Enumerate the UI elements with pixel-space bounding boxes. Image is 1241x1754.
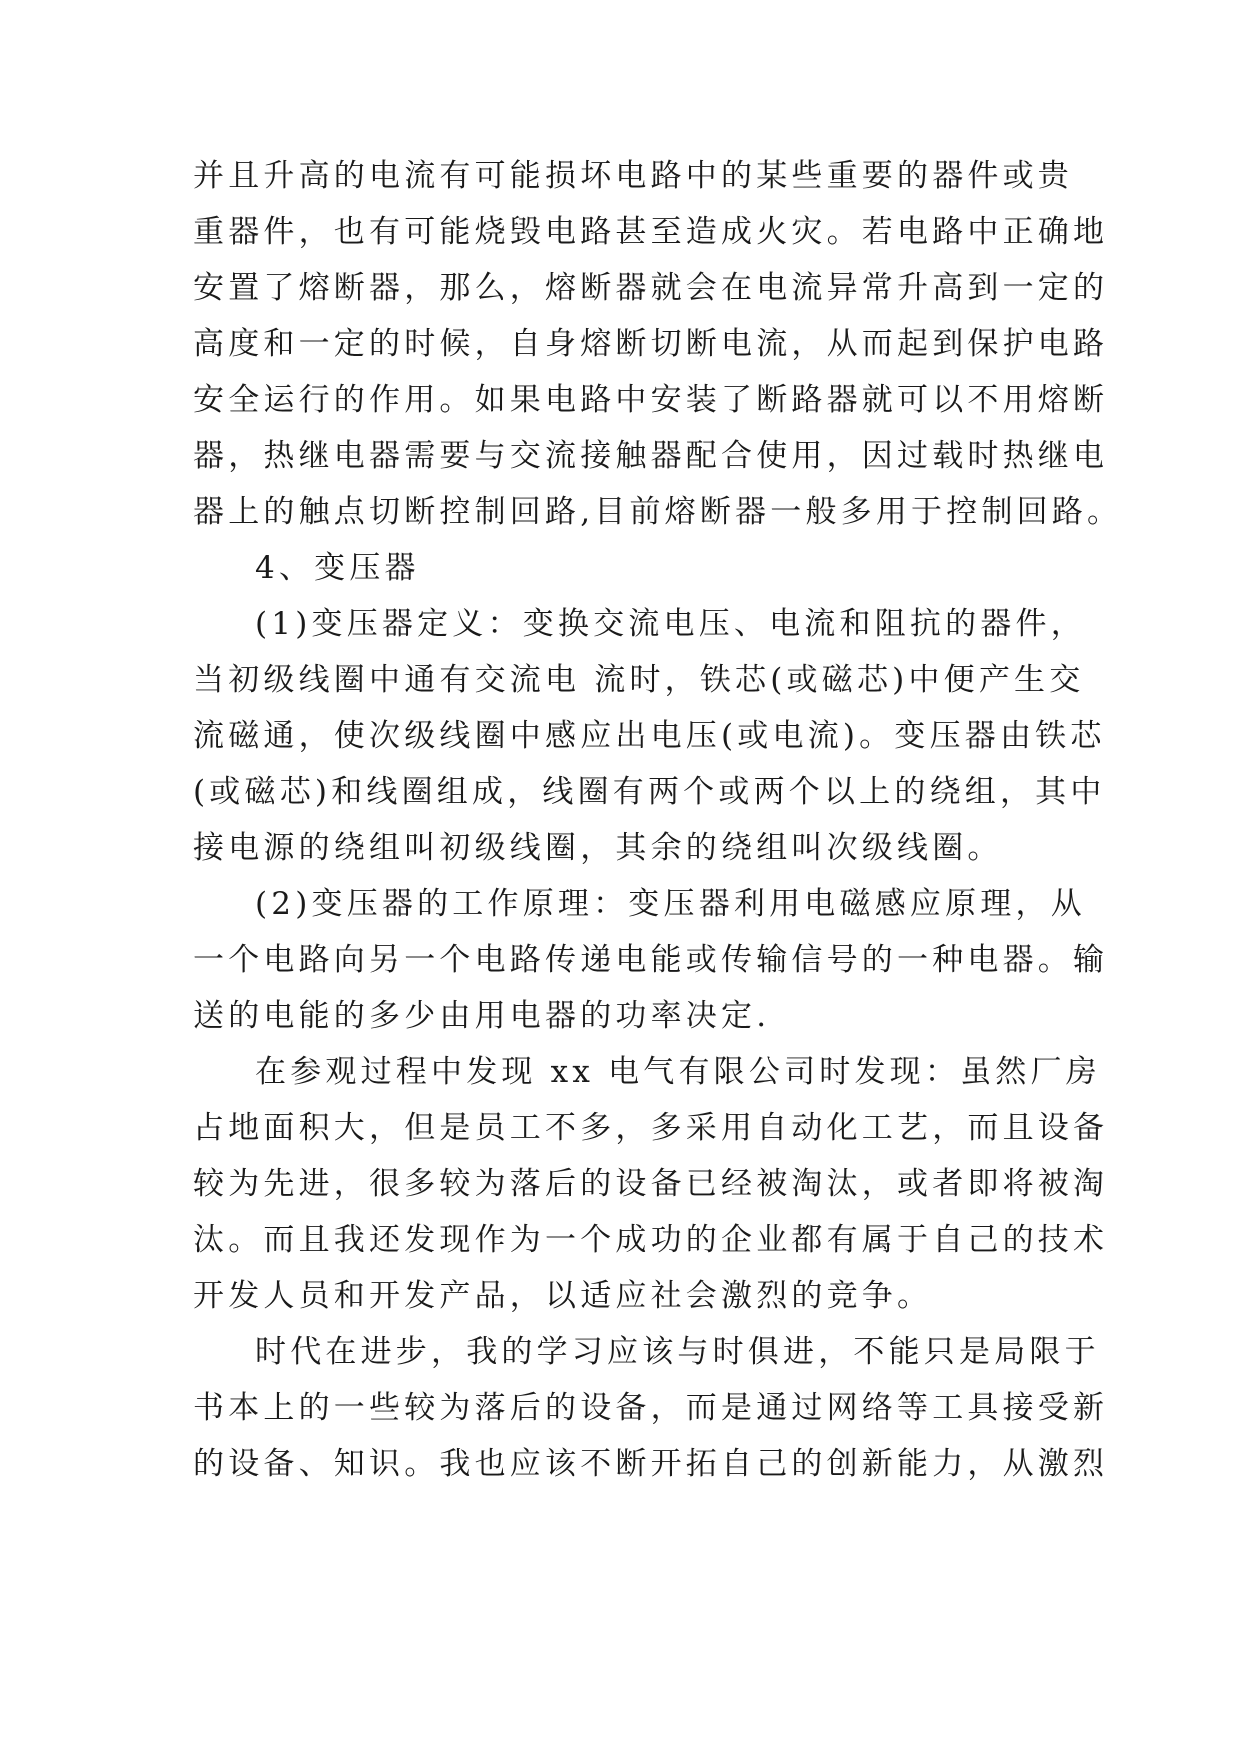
text-line: 一个电路向另一个电路传递电能或传输信号的一种电器。输 (193, 942, 1109, 978)
text-line: 接电源的绕组叫初级线圈，其余的绕组叫次级线圈。 (193, 830, 1003, 866)
text-line: 书本上的一些较为落后的设备，而是通过网络等工具接受新 (193, 1390, 1109, 1426)
text-line: 的设备、知识。我也应该不断开拓自己的创新能力，从激烈 (193, 1446, 1109, 1482)
text-line: 较为先进，很多较为落后的设备已经被淘汰，或者即将被淘 (193, 1166, 1109, 1202)
text-line: (1)变压器定义：变换交流电压、电流和阻抗的器件， (255, 606, 1086, 642)
section-heading: 4、变压器 (255, 550, 420, 586)
text-line: 在参观过程中发现 xx 电气有限公司时发现：虽然厂房 (255, 1054, 1101, 1090)
text-line: (或磁芯)和线圈组成，线圈有两个或两个以上的绕组，其中 (193, 774, 1106, 810)
text-line: 汰。而且我还发现作为一个成功的企业都有属于自己的技术 (193, 1222, 1109, 1258)
text-line: 流磁通，使次级线圈中感应出电压(或电流)。变压器由铁芯 (193, 718, 1106, 754)
text-line: 器，热继电器需要与交流接触器配合使用，因过载时热继电 (193, 438, 1109, 474)
text-line: 并且升高的电流有可能损坏电路中的某些重要的器件或贵 (193, 158, 1073, 194)
text-line: 安置了熔断器，那么，熔断器就会在电流异常升高到一定的 (193, 270, 1109, 306)
text-line: 占地面积大，但是员工不多，多采用自动化工艺，而且设备 (193, 1110, 1109, 1146)
text-line: 开发人员和开发产品，以适应社会激烈的竞争。 (193, 1278, 933, 1314)
text-line: 器上的触点切断控制回路,目前熔断器一般多用于控制回路。 (193, 494, 1123, 530)
text-line: 送的电能的多少由用电器的功率决定. (193, 998, 771, 1034)
text-line: 当初级线圈中通有交流电 流时，铁芯(或磁芯)中便产生交 (193, 662, 1085, 698)
text-line: 时代在进步，我的学习应该与时俱进，不能只是局限于 (255, 1334, 1100, 1370)
text-line: 重器件，也有可能烧毁电路甚至造成火灾。若电路中正确地 (193, 214, 1109, 250)
text-line: (2)变压器的工作原理：变压器利用电磁感应原理，从 (255, 886, 1086, 922)
text-line: 高度和一定的时候，自身熔断切断电流，从而起到保护电路 (193, 326, 1109, 362)
text-line: 安全运行的作用。如果电路中安装了断路器就可以不用熔断 (193, 382, 1109, 418)
